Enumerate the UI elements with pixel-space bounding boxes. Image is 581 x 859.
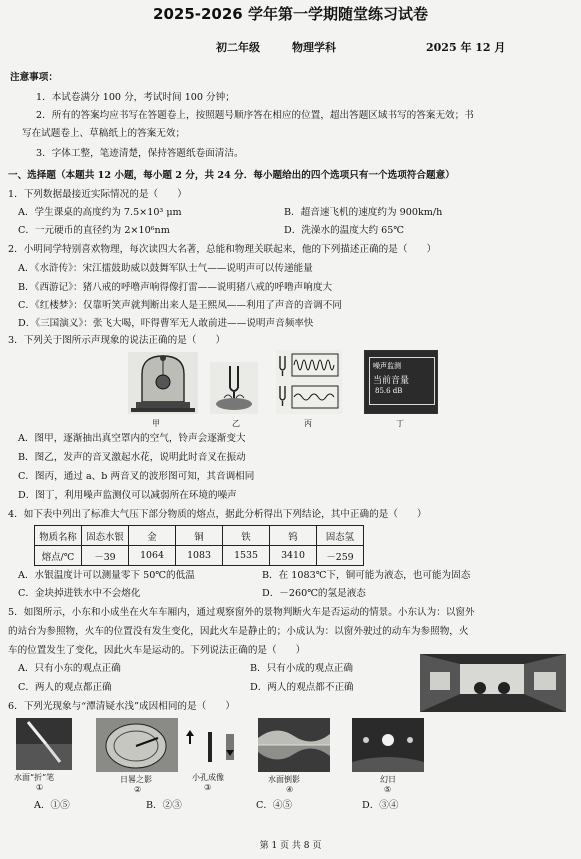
- table-cell: 金: [129, 526, 176, 546]
- q6-number-5: ⑤: [384, 785, 392, 794]
- table-cell: 铜: [176, 526, 223, 546]
- grade-label: 初二年级: [216, 41, 260, 54]
- notice-item: 3．字体工整，笔迹清楚，保持答题纸卷面清洁。: [36, 148, 244, 159]
- table-cell: 物质名称: [35, 526, 82, 546]
- exam-title: 2025-2026 学年第一学期随堂练习试卷: [153, 5, 428, 23]
- table-cell: 铁: [223, 526, 270, 546]
- q6-number-3: ③: [204, 783, 212, 792]
- q1-stem: 1．下列数据最接近实际情况的是（ ）: [8, 189, 187, 200]
- melting-point-table: [34, 525, 364, 566]
- table-cell: 1535: [223, 546, 270, 566]
- q6-caption-2: 日晷之影: [120, 775, 152, 784]
- date-label: 2025 年 12 月: [426, 41, 506, 54]
- table-row: [35, 546, 364, 566]
- figure-label-bing: 丙: [304, 419, 312, 428]
- monitor-reading-label: 当前音量: [373, 376, 410, 386]
- q2-option-a: A．《水浒传》：宋江擂鼓助威以鼓舞军队士气——说明声可以传递能量: [18, 263, 313, 274]
- bell-jar-figure: [128, 352, 198, 414]
- monitor-reading-value: 85.6 dB: [375, 387, 403, 395]
- bent-pencil-figure: [16, 718, 72, 770]
- q5-option-c: C．两人的观点都正确: [18, 682, 112, 693]
- table-cell: 1064: [129, 546, 176, 566]
- table-cell: 1083: [176, 546, 223, 566]
- section-heading: 一、选择题（本题共 12 小题，每小题 2 分，共 24 分．每小题给出的四个选项只有一个选项符合题意）: [8, 170, 455, 181]
- q5-stem-line: 的站台为参照物，火车的位置没有发生变化，因此火车是静止的；小成认为：以窗外驶过的动车为参照物，火: [8, 626, 469, 637]
- notice-item: 2．所有的答案均应书写在答题卷上，按照题号顺序答在相应的位置，超出答题区域书写的答案无效；书: [36, 110, 474, 121]
- q5-stem-line: 5．如图所示，小东和小成坐在火车车厢内，通过观察窗外的景物判断火车是否运动的情景。小东认为：以窗外: [8, 607, 475, 618]
- tuning-fork-water-figure: [210, 362, 258, 414]
- noise-monitor-figure: [364, 350, 438, 414]
- table-cell: 3410: [270, 546, 317, 566]
- q3-option-c: C．图丙，通过 a、b 两音叉的波形图可知，其音调相同: [18, 471, 255, 482]
- q6-caption-1: 水面“折”笔: [14, 773, 55, 782]
- table-cell: －39: [82, 546, 129, 566]
- q1-option-d: D．洗澡水的温度大约 65℃: [284, 225, 405, 236]
- q6-number-2: ②: [134, 785, 142, 794]
- q6-option-a: A．①⑤: [34, 800, 70, 811]
- figure-label-ding: 丁: [396, 419, 404, 428]
- table-cell: 熔点/℃: [35, 546, 82, 566]
- q6-option-c: C．④⑤: [256, 800, 293, 811]
- sundial-figure: [96, 718, 178, 772]
- waveform-figure: [276, 350, 342, 414]
- subject-label: 物理学科: [292, 41, 336, 54]
- q1-option-b: B．超音速飞机的速度约为 900km/h: [284, 207, 443, 218]
- pinhole-camera-figure: [180, 726, 240, 768]
- q4-option-c: C．金块掉进铁水中不会熔化: [18, 588, 141, 599]
- q4-option-b: B．在 1083℃下，铜可能为液态，也可能为固态: [262, 570, 471, 581]
- q6-caption-5: 幻日: [380, 775, 396, 784]
- q5-option-b: B．只有小成的观点正确: [250, 663, 353, 674]
- train-carriage-figure: [420, 654, 566, 712]
- q4-option-a: A．水银温度计可以测量零下 50℃的低温: [18, 570, 195, 581]
- table-cell: －259: [317, 546, 364, 566]
- q2-option-c: C．《红楼梦》：仅靠听笑声就判断出来人是王熙凤——利用了声音的音调不同: [18, 300, 342, 311]
- q3-option-b: B．图乙，发声的音叉激起水花，说明此时音叉在振动: [18, 452, 246, 463]
- q2-option-d: D．《三国演义》：张飞大喝，吓得曹军无人敢前进——说明声音频率快: [18, 318, 314, 329]
- table-cell: 固态水银: [82, 526, 129, 546]
- q1-option-a: A．学生课桌的高度约为 7.5×10³ μm: [18, 207, 182, 218]
- q2-stem: 2．小明同学特别喜欢物理，每次读四大名著，总能和物理关联起来，他的下列描述正确的是（ ）: [8, 244, 437, 255]
- q4-option-d: D．－260℃的氢是液态: [262, 588, 366, 599]
- q1-option-c: C．一元硬币的直径约为 2×10⁶nm: [18, 225, 170, 236]
- q4-stem: 4．如下表中列出了标准大气压下部分物质的熔点，据此分析得出下列结论，其中正确的是（ ）: [8, 509, 427, 520]
- q5-option-d: D．两人的观点都不正确: [250, 682, 354, 693]
- table-cell: 钨: [270, 526, 317, 546]
- notice-heading: 注意事项：: [10, 72, 58, 83]
- mock-sun-figure: [352, 718, 424, 772]
- q6-option-d: D．③④: [362, 800, 399, 811]
- q3-option-a: A．图甲，逐渐抽出真空罩内的空气，铃声会逐渐变大: [18, 433, 246, 444]
- figure-label-yi: 乙: [232, 419, 240, 428]
- monitor-title: 噪声监测: [373, 362, 401, 370]
- q2-option-b: B．《西游记》：猪八戒的呼噜声响得像打雷——说明猪八戒的呼噜声响度大: [18, 282, 333, 293]
- q5-stem-line: 车的位置发生了变化，因此火车是运动的。下列说法正确的是（ ）: [8, 645, 306, 656]
- q6-caption-4: 水面倒影: [268, 775, 300, 784]
- q6-number-1: ①: [36, 783, 44, 792]
- table-header-row: [35, 526, 364, 546]
- notice-item: 写在试题卷上、草稿纸上的答案无效；: [22, 128, 186, 139]
- notice-item: 1．本试卷满分 100 分，考试时间 100 分钟；: [36, 92, 235, 103]
- q6-stem: 6．下列光现象与“潭清疑水浅”成因相同的是（ ）: [8, 701, 235, 712]
- page-footer: 第 1 页 共 8 页: [259, 841, 322, 851]
- q3-option-d: D．图丁，利用噪声监测仪可以减弱所在环境的噪声: [18, 490, 237, 501]
- q3-stem: 3．下列关于图所示声现象的说法正确的是（ ）: [8, 335, 226, 346]
- q5-option-a: A．只有小东的观点正确: [18, 663, 121, 674]
- q6-number-4: ④: [286, 785, 294, 794]
- figure-label-jia: 甲: [152, 419, 160, 428]
- q6-option-b: B．②③: [146, 800, 182, 811]
- water-reflection-figure: [258, 718, 330, 772]
- q6-caption-3: 小孔成像: [192, 773, 224, 782]
- table-cell: 固态氢: [317, 526, 364, 546]
